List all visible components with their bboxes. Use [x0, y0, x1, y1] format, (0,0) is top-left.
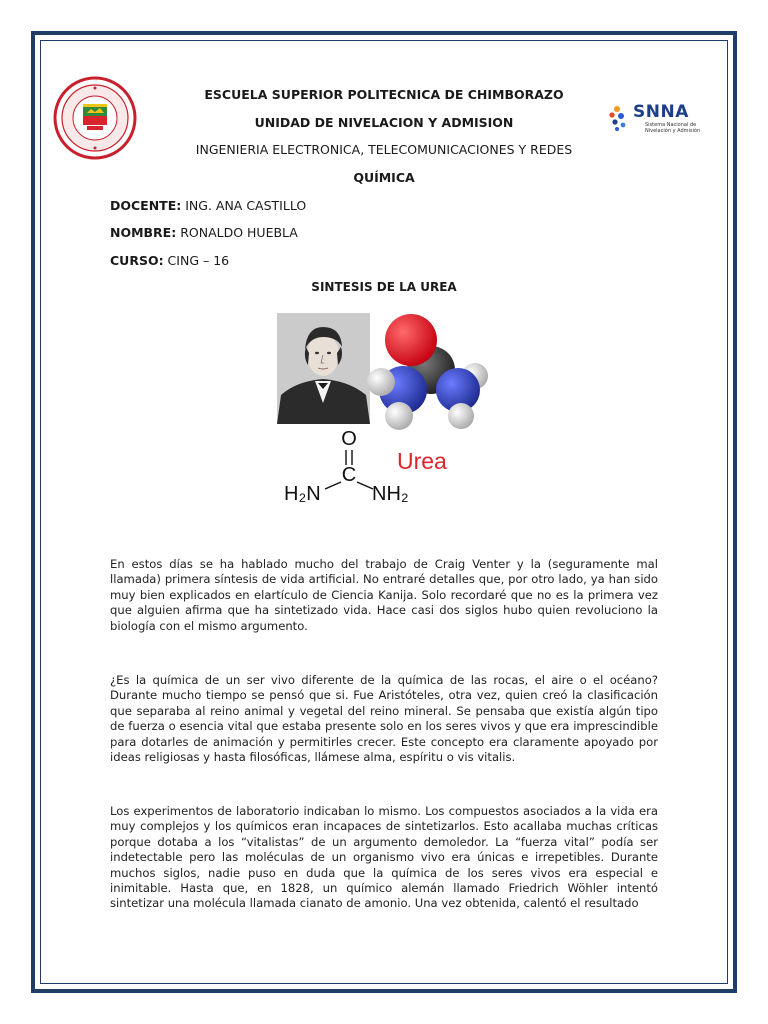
formula-group-left: H₂N	[284, 483, 321, 505]
docente-label: DOCENTE:	[110, 198, 182, 213]
paragraph-text: Los experimentos de laboratorio indicaban lo mismo. Los compuestos asociados a la vida era muy complejos y los químicos eran incapaces de sintetizarlos. Esto acallaba muchas críticas porque dotaba a los “vitalistas” de un argumento demoledor. La “fuerza vital” podía ser indetectable pero las moléculas de un organismo vivo era únicas e irrepetibles. Durante muchos siglos, nadie puso en duda que la química de los seres vivos era especial e inimitable. Hasta que, en 1828, un químico alemán llamado Friedrich Wöhler intentó sintetizar una molécula llamada cianato de amonio. Una vez obtenida, calentó el resultado	[110, 804, 658, 911]
paragraph-2	[110, 673, 658, 765]
school-name: ESCUELA SUPERIOR POLITECNICA DE CHIMBORAZO	[204, 87, 564, 102]
formula-group-right: NH₂	[372, 483, 409, 505]
urea-structural-formula	[279, 425, 479, 510]
subject-name: QUÍMICA	[353, 170, 415, 185]
curso-label: CURSO:	[110, 253, 164, 268]
nombre-value: RONALDO HUEBLA	[176, 225, 298, 240]
urea-molecule-model	[363, 312, 493, 437]
nombre-label: NOMBRE:	[110, 225, 177, 240]
paragraph-text: ¿Es la química de un ser vivo diferente de la química de las rocas, el aire o el océano? Durante mucho tiempo se pensó que si. Fue Aristóteles, otra vez, quien creó la clasificación que separaba al reino animal y vegetal del reino mineral. Se pensaba que existía algún tipo de fuerza o esencia vital que estaba presente solo en los seres vivos y que era imprescindible para dotarles de animación y permitirles crecer. Este concepto era claramente apoyado por ideas religiosas y hasta filosóficas, llámese alma, espíritu o vis vitalis.	[110, 673, 658, 765]
wohler-portrait-image	[277, 313, 370, 424]
formula-atom-o: O	[341, 428, 357, 450]
snna-subtitle: Sistema Nacional de Nivelación y Admisión	[645, 122, 701, 134]
program-name: INGENIERIA ELECTRONICA, TELECOMUNICACIONES Y REDES	[195, 142, 573, 157]
formula-atom-c: C	[341, 464, 357, 486]
docente-value: ING. ANA CASTILLO	[181, 198, 307, 213]
unit-name: UNIDAD DE NIVELACION Y ADMISION	[254, 115, 514, 130]
docente-field	[110, 198, 306, 213]
snna-name: SNNA	[633, 102, 689, 122]
urea-label: Urea	[397, 448, 447, 474]
document-title: SINTESIS DE LA UREA	[311, 280, 457, 294]
curso-field	[110, 253, 229, 268]
paragraph-text: En estos días se ha hablado mucho del trabajo de Craig Venter y la (seguramente mal llamada) primera síntesis de vida artificial. No entraré detalles que, por otro lado, ya han sido muy bien explicados en elartículo de Ciencia Kanija. Solo recordaré que no es la primera vez que alguien afirma que ha sintetizado vida. Hace casi dos siglos hubo quien revoluciono la biología con el mismo argumento.	[110, 557, 658, 633]
paragraph-3	[110, 804, 658, 912]
curso-value: CING – 16	[163, 253, 230, 268]
paragraph-1	[110, 557, 658, 634]
nombre-field	[110, 225, 298, 240]
